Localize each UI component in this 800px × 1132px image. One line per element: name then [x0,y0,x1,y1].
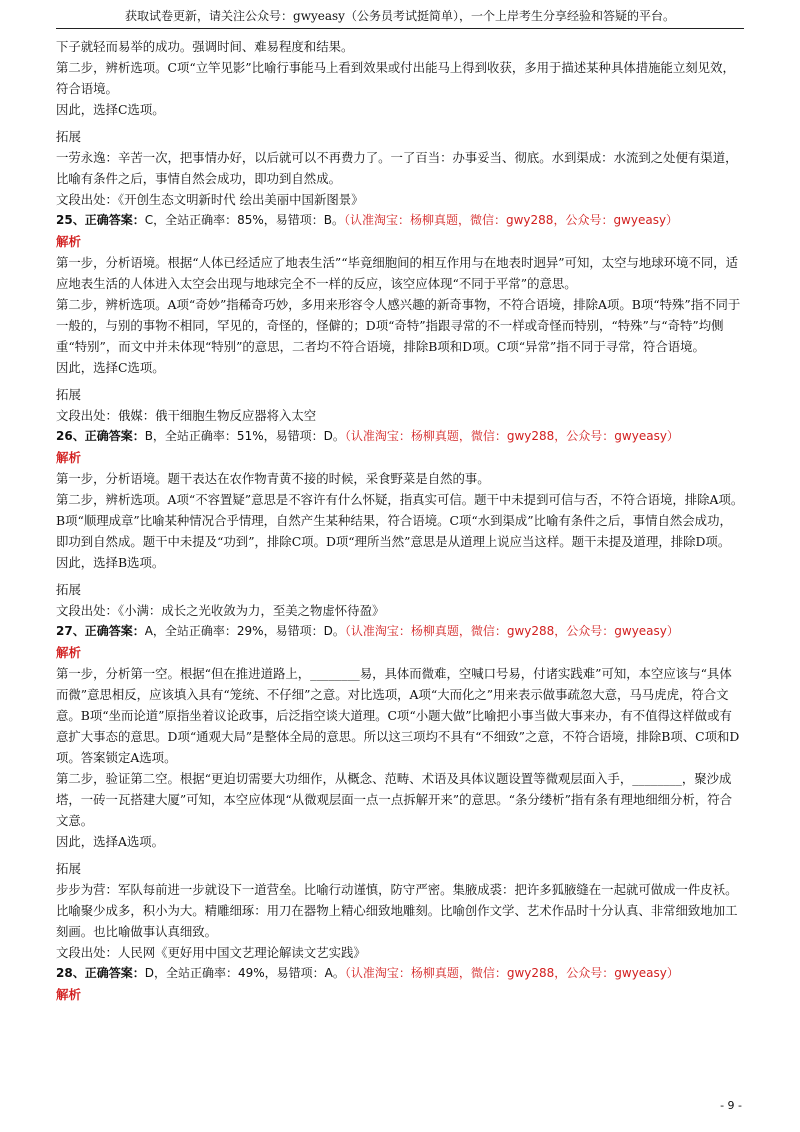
paragraph: 因此，选择B选项。 [56,555,165,570]
document-body [56,36,744,1005]
answer-stats: B，全站正确率：51%，易错项：D。 [144,429,345,443]
paragraph: 第一步，分析语境。根据“人体已经适应了地表生活”“毕竟细胞间的相互作用与在地表时迥异”可知，太空与地球环境不同，适应地表生活的人体进入太空会出现与地球完全不一样的反应，该空应体现“不同于平常”的意思。 [56,255,739,291]
paragraph: 因此，选择C选项。 [56,102,165,117]
paragraph: 步步为营：军队每前进一步就设下一道营垒。比喻行动谨慎，防守严密。集腋成裘：把许多狐腋缝在一起就可做成一件皮袄。比喻聚少成多，积小为大。精雕细琢：用刀在器物上精心细致地雕刻。比喻创作文学、艺术作品时十分认真、非常细致地加工刻画。也比喻做事认真细致。 [56,882,738,939]
extend-heading: 拓展 [56,861,82,876]
answer-label: 28、正确答案： [56,966,145,980]
paragraph: 第二步，辨析选项。A项“不容置疑”意思是不容许有什么怀疑，指真实可信。题干中未提到可信与否，不符合语境，排除A项。B项“顺理成章”比喻某种情况合乎情理，自然产生某种结果，符合语境。C项“水到渠成”比喻有条件之后，事情自然会成功，即功到自然成。题干中未提及“功到”，排除C项。D项“理所当然”意思是从道理上说应当这样。题干未提及道理，排除D项。 [56,492,744,549]
answer-label: 25、正确答案： [56,213,145,227]
paragraph: 因此，选择C选项。 [56,360,165,375]
answer-line [56,963,744,984]
extend-heading: 拓展 [56,582,82,597]
extend-heading: 拓展 [56,129,82,144]
analysis-heading: 解析 [56,987,82,1002]
analysis-heading: 解析 [56,645,82,660]
source-line: 文段出处：《开创生态文明新时代 绘出美丽中国新图景》 [56,192,364,207]
extend-heading: 拓展 [56,387,82,402]
paragraph: 第二步，辨析选项。C项“立竿见影”比喻行事能马上看到效果或付出能马上得到收获，多用于描述某种具体措施能立刻见效，符合语境。 [56,60,735,96]
analysis-heading: 解析 [56,234,82,249]
source-line: 文段出处：俄媒：俄干细胞生物反应器将入太空 [56,408,317,423]
page-number: - 9 - [720,1099,742,1112]
paragraph: 下子就轻而易举的成功。强调时间、难易程度和结果。 [56,39,354,54]
promo-note: （认准淘宝：杨柳真题，微信：gwy288，公众号：gwyeasy） [344,429,679,443]
paragraph: 第二步，验证第二空。根据“更迫切需要大功细作，从概念、范畴、术语及具体议题设置等微观层面入手，________，聚沙成塔，一砖一瓦搭建大厦”可知，本空应体现“从微观层面一点一点拆解开来”的意思。“条分缕析”指有条有理地细细分析，符合文意。 [56,771,732,828]
answer-line [56,210,744,231]
promo-note: （认准淘宝：杨柳真题，微信：gwy288，公众号：gwyeasy） [344,966,679,980]
answer-stats: A，全站正确率：29%，易错项：D。 [144,624,345,638]
paragraph: 第一步，分析语境。题干表达在农作物青黄不接的时候，采食野菜是自然的事。 [56,471,490,486]
answer-stats: D，全站正确率：49%，易错项：A。 [144,966,345,980]
source-line: 文段出处：人民网《更好用中国文艺理论解读文艺实践》 [56,945,366,960]
paragraph: 第二步，辨析选项。A项“奇妙”指稀奇巧妙，多用来形容令人感兴趣的新奇事物，不符合语境，排除A项。B项“特殊”指不同于一般的，与别的事物不相同，罕见的，奇怪的，怪僻的；D项“奇特”指跟寻常的不一样或奇怪而特别，“特殊”与“奇特”均侧重“特别”，而文中并未体现“特别”的意思，二者均不符合语境，排除B项和D项。C项“异常”指不同于寻常，符合语境。 [56,297,741,354]
analysis-heading: 解析 [56,450,82,465]
paragraph: 因此，选择A选项。 [56,834,165,849]
answer-stats: C，全站正确率：85%，易错项：B。 [144,213,344,227]
promo-note: （认准淘宝：杨柳真题，微信：gwy288，公众号：gwyeasy） [344,624,679,638]
answer-label: 26、正确答案： [56,429,145,443]
answer-line [56,426,744,447]
source-line: 文段出处：《小满：成长之光收敛为力，至美之物虚怀待盈》 [56,603,385,618]
answer-line [56,621,744,642]
paragraph: 第一步，分析第一空。根据“但在推进道路上，________易，具体而微难，空喊口号易，付诸实践难”可知，本空应该与“具体而微”意思相反，应该填入具有“笼统、不仔细”之意。对比选项，A项“大而化之”用来表示做事疏忽大意，马马虎虎，符合文意。B项“坐而论道”原指坐着议论政事，后泛指空谈大道理。C项“小题大做”比喻把小事当做大事来办，有不值得这样做或有意扩大事态的意思。D项“通观大局”是整体全局的意思。所以这三项均不具有“不细致”之意，不符合语境，排除B项、C项和D项。答案锁定A选项。 [56,666,740,765]
answer-label: 27、正确答案： [56,624,145,638]
promo-note: （认准淘宝：杨柳真题，微信：gwy288，公众号：gwyeasy） [344,213,679,227]
paragraph: 一劳永逸：辛苦一次，把事情办好，以后就可以不再费力了。一了百当：办事妥当、彻底。水到渠成：水流到之处便有渠道，比喻有条件之后，事情自然会成功，即功到自然成。 [56,150,738,186]
page-header: 获取试卷更新，请关注公众号：gwyeasy（公务员考试挺简单），一个上岸考生分享经验和答疑的平台。 [56,8,744,29]
